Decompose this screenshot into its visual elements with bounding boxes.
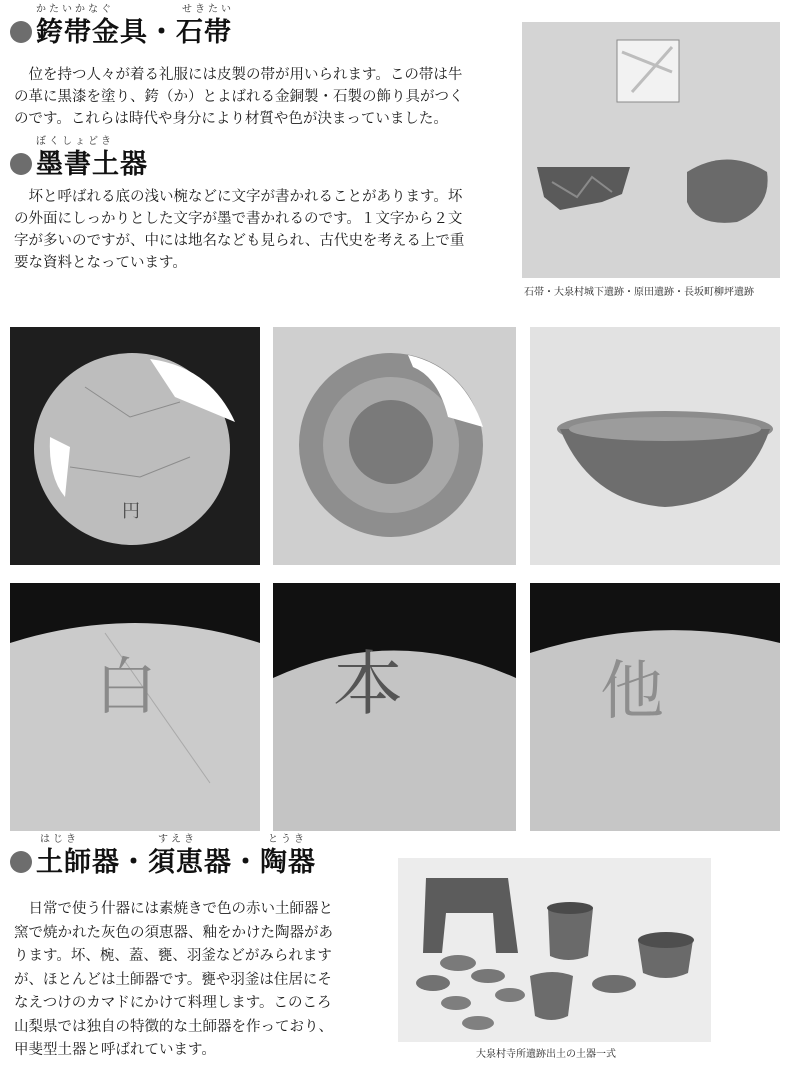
stone-belt-caption: 石帯・大泉村城下遺跡・原田遺跡・長坂町柳坪遺跡 bbox=[524, 287, 754, 298]
pottery-set-photo bbox=[398, 858, 711, 1042]
bullet-icon bbox=[10, 21, 32, 43]
heading-doki bbox=[10, 834, 316, 878]
doki-paragraph: 日常で使う什器には素焼きで色の赤い土師器と 窯で焼かれた灰色の須恵器、釉をかけた陶器があ ります。坏、椀、蓋、甕、羽釜などがみられます が、ほとんどは土師器です。甕や羽釜は住居にそ なえつけのカマドにかけて料理します。このころ 山梨県では独自の特徴的な土師器を作っており、 甲斐型土器と呼ばれています。 bbox=[14, 901, 333, 1058]
bullet-icon bbox=[10, 153, 32, 175]
bowl-photo-3 bbox=[530, 327, 780, 565]
bowl-photo-1 bbox=[10, 327, 260, 565]
ruby-touki: とうき bbox=[268, 834, 307, 845]
obi-paragraph: 位を持つ人々が着る礼服には皮製の帯が用いられます。この帯は牛 の革に黒漆を塗り、銙（か）とよばれる金銅製・石製の飾り具がつく のです。これらは時代や身分により材質や色が決まっていました。 bbox=[14, 67, 464, 127]
ruby-katai-kanagu: かたいかなぐ bbox=[36, 4, 114, 15]
ruby-sueki: すえき bbox=[158, 834, 197, 845]
ruby-hajiki: はじき bbox=[40, 834, 79, 845]
bullet-icon bbox=[10, 851, 32, 873]
bokusho-paragraph: 坏と呼ばれる底の浅い椀などに文字が書かれることがあります。坏 の外面にしっかりとした文字が墨で書かれるのです。１文字から２文 字が多いのですが、中には地名なども見られ、古代史を考える上で重 要な資料となっています。 bbox=[14, 189, 465, 271]
heading-bokusho bbox=[10, 136, 148, 180]
heading-doki-title: はじき すえき とうき 土師器・須恵器・陶器 bbox=[36, 834, 316, 878]
ink-closeup-1 bbox=[10, 583, 260, 831]
ink-closeup-2 bbox=[273, 583, 516, 831]
svg-text:円: 円 bbox=[122, 501, 140, 522]
svg-text:本: 本 bbox=[333, 643, 403, 725]
stone-belt-photo bbox=[522, 22, 780, 278]
ruby-bokushodoki: ぼくしょどき bbox=[36, 136, 114, 147]
ruby-sekitai: せきたい bbox=[182, 4, 234, 15]
svg-text:白: 白 bbox=[95, 650, 158, 723]
heading-bokusho-title: ぼくしょどき 墨書土器 bbox=[36, 136, 148, 180]
heading-obi bbox=[10, 4, 234, 48]
pottery-set-caption: 大泉村寺所遺跡出土の土器一式 bbox=[476, 1049, 616, 1060]
svg-text:他: 他 bbox=[600, 655, 664, 729]
bowl-photo-2 bbox=[273, 327, 516, 565]
ink-closeup-3 bbox=[530, 583, 780, 831]
heading-obi-title: かたいかなぐ せきたい 銙帯金具・石帯 bbox=[36, 4, 234, 48]
